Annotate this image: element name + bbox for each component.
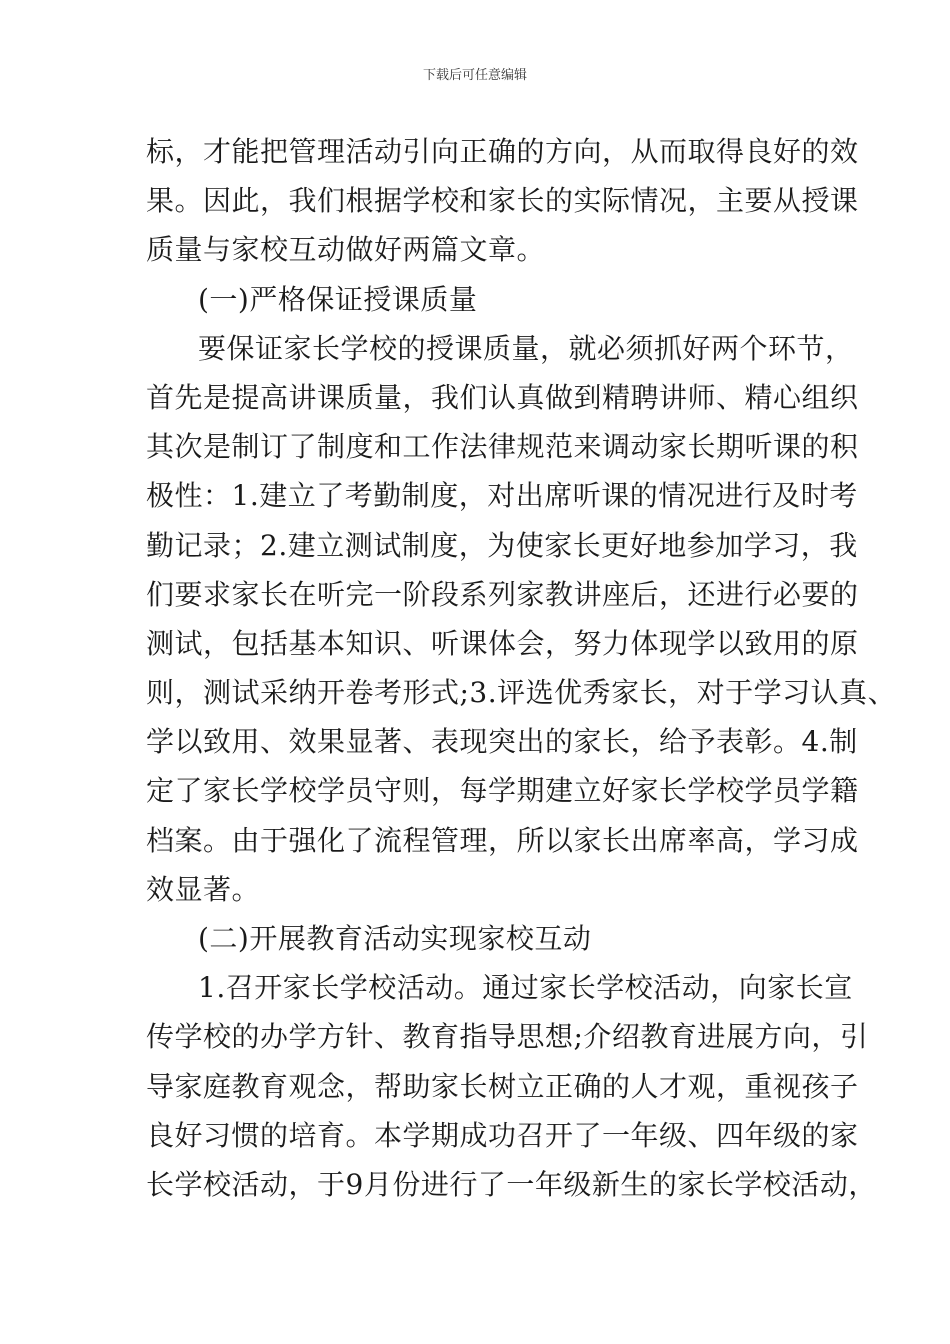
text-line: 传学校的办学方针、教育指导思想;介绍教育进展方向，引 bbox=[146, 1020, 869, 1054]
text-line: 长学校活动，于9月份进行了一年级新生的家长学校活动， bbox=[146, 1167, 877, 1201]
text-line: 良好习惯的培育。本学期成功召开了一年级、四年级的家 bbox=[146, 1118, 859, 1152]
document-body bbox=[146, 127, 897, 1209]
text-line: 们要求家长在听完一阶段系列家教讲座后，还进行必要的 bbox=[146, 577, 859, 611]
text-line: 要保证家长学校的授课质量，就必须抓好两个环节， bbox=[198, 331, 854, 365]
text-line: 定了家长学校学员守则，每学期建立好家长学校学员学籍 bbox=[146, 774, 859, 808]
text-line: 果。因此，我们根据学校和家长的实际情况，主要从授课 bbox=[146, 184, 859, 218]
text-line: 标，才能把管理活动引向正确的方向，从而取得良好的效 bbox=[146, 135, 859, 168]
text-line: 首先是提高讲课质量，我们认真做到精聘讲师、精心组织 bbox=[146, 380, 859, 414]
page-header: 下载后可任意编辑 bbox=[422, 68, 527, 83]
section-heading: (二)开展教育活动实现家校互动 bbox=[198, 922, 592, 955]
text-line: 导家庭教育观念，帮助家长树立正确的人才观，重视孩子 bbox=[146, 1069, 859, 1103]
text-line: 测试，包括基本知识、听课体会，努力体现学以致用的原 bbox=[146, 626, 859, 660]
text-line: 学以致用、效果显著、表现突出的家长，给予表彰。4.制 bbox=[146, 725, 858, 759]
text-line: 则，测试采纳开卷考形式;3.评选优秀家长，对于学习认真、 bbox=[146, 676, 897, 710]
section-heading: (一)严格保证授课质量 bbox=[198, 282, 478, 316]
text-line: 效显著。 bbox=[146, 872, 261, 906]
text-line: 档案。由于强化了流程管理，所以家长出席率高，学习成 bbox=[146, 823, 859, 857]
text-line: 极性：1.建立了考勤制度，对出席听课的情况进行及时考 bbox=[146, 479, 858, 513]
text-line: 其次是制订了制度和工作法律规范来调动家长期听课的积 bbox=[146, 430, 859, 464]
text-line: 勤记录；2.建立测试制度，为使家长更好地参加学习，我 bbox=[146, 528, 858, 562]
text-line: 质量与家校互动做好两篇文章。 bbox=[146, 233, 546, 267]
text-line: 1.召开家长学校活动。通过家长学校活动，向家长宣 bbox=[198, 971, 853, 1005]
